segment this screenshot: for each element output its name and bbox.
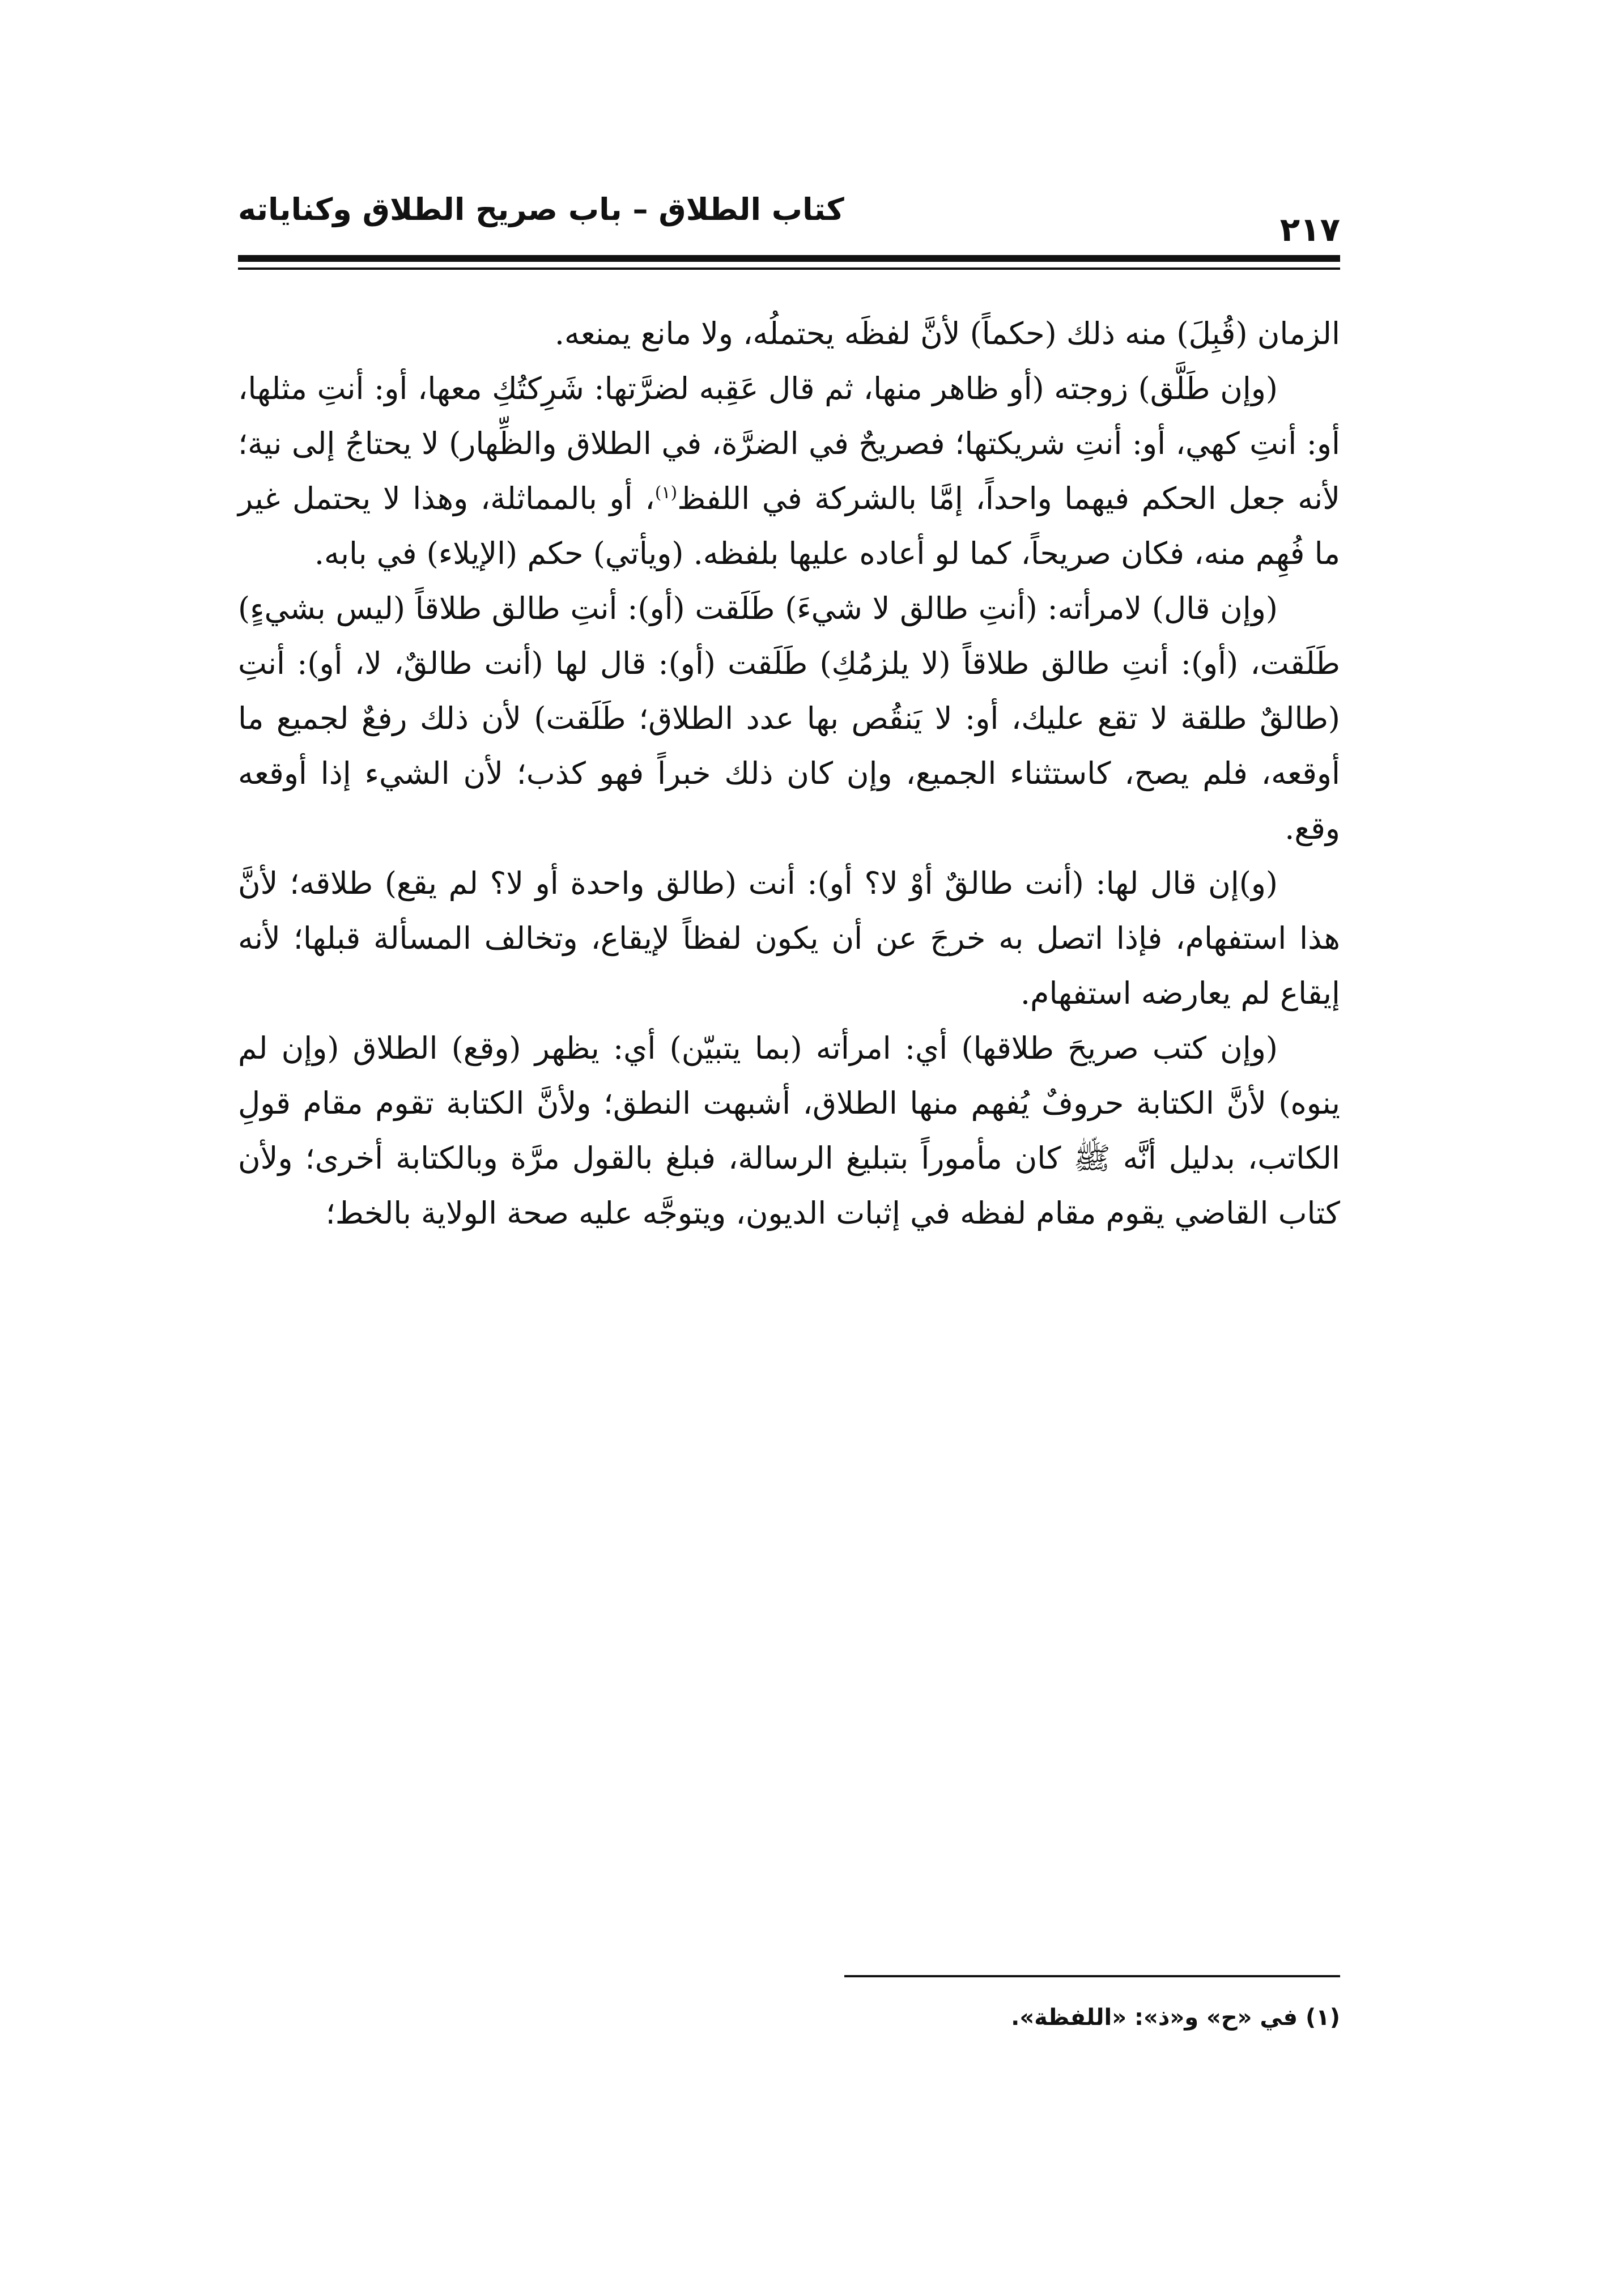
paragraph-2 xyxy=(238,361,1340,581)
paragraph-3: (وإن قال) لامرأته: (أنتِ طالق لا شيءَ) طَلَقت (أو): أنتِ طالق طلاقاً (ليس بشيءٍ) طَلَقت، (أو): أنتِ طالق طلاقاً (لا يلزمُكِ) طَلَقت (أو): قال لها (أنت طالقٌ، لا، أو): أنتِ (طالقٌ طلقة لا تقع عليك، أو: لا يَنقُص بها عدد الطلاق؛ طَلَقت) لأن ذلك رفعٌ لجميع ما أوقعه، فلم يصح، كاستثناء الجميع، وإن كان ذلك خبراً فهو كذب؛ لأن الشيء إذا أوقعه وقع. xyxy=(238,591,1340,846)
paragraph-1: الزمان (قُبِلَ) منه ذلك (حكماً) لأنَّ لفظَه يحتملُه، ولا مانع يمنعه. xyxy=(554,316,1340,351)
footnote-rule xyxy=(844,1975,1340,1977)
header-title: كتاب الطلاق – باب صريح الطلاق وكناياته xyxy=(238,192,844,227)
paragraph-2-continuation: ، أو بالمماثلة، وهذا لا يحتمل غير ما فُهِم منه، فكان صريحاً، كما لو أعاده عليها بلفظه. (ويأتي) حكم (الإيلاء) في بابه. xyxy=(238,481,1340,571)
header-rule-thick xyxy=(238,255,1340,262)
header-rule-thin xyxy=(238,267,1340,270)
paragraph-5: (وإن كتب صريحَ طلاقها) أي: امرأته (بما يتبيّن) أي: يظهر (وقع) الطلاق (وإن لم ينوه) لأنَّ الكتابة حروفٌ يُفهم منها الطلاق، أشبهت النطق؛ ولأنَّ الكتابة تقوم مقام قولِ الكاتب، بدليل أنَّه ﷺ كان مأموراً بتبليغ الرسالة، فبلغ بالقول مرَّة وبالكتابة أخرى؛ ولأن كتاب القاضي يقوم مقام لفظه في إثبات الديون، ويتوجَّه عليه صحة الولاية بالخط؛ xyxy=(238,1030,1340,1231)
page-number: ٢١٧ xyxy=(1279,210,1340,249)
main-text xyxy=(238,306,1340,1241)
paragraph-2-text: (وإن طَلَّق) زوجته (أو ظاهر منها، ثم قال عَقِبه لضرَّتها: شَرِكتُكِ معها، أو: أنتِ مثلها، أو: أنتِ كهي، أو: أنتِ شريكتها؛ فصريحٌ في الضرَّة، في الطلاق والظِّهار) لا يحتاجُ إلى نية؛ لأنه جعل الحكم فيهما واحداً، إمَّا بالشركة في اللفظ xyxy=(238,371,1340,516)
footnote-reference: (١) xyxy=(654,483,678,503)
footnote: (١) في «ح» و«ذ»: «اللفظة». xyxy=(1011,2005,1340,2031)
paragraph-4: (و)إن قال لها: (أنت طالقٌ أوْ لا؟ أو): أنت (طالق واحدة أو لا؟ لم يقع) طلاقه؛ لأنَّ هذا استفهام، فإذا اتصل به خرجَ عن أن يكون لفظاً لإيقاع، وتخالف المسألة قبلها؛ لأنه إيقاع لم يعارضه استفهام. xyxy=(238,865,1340,1011)
running-header xyxy=(238,187,1340,249)
